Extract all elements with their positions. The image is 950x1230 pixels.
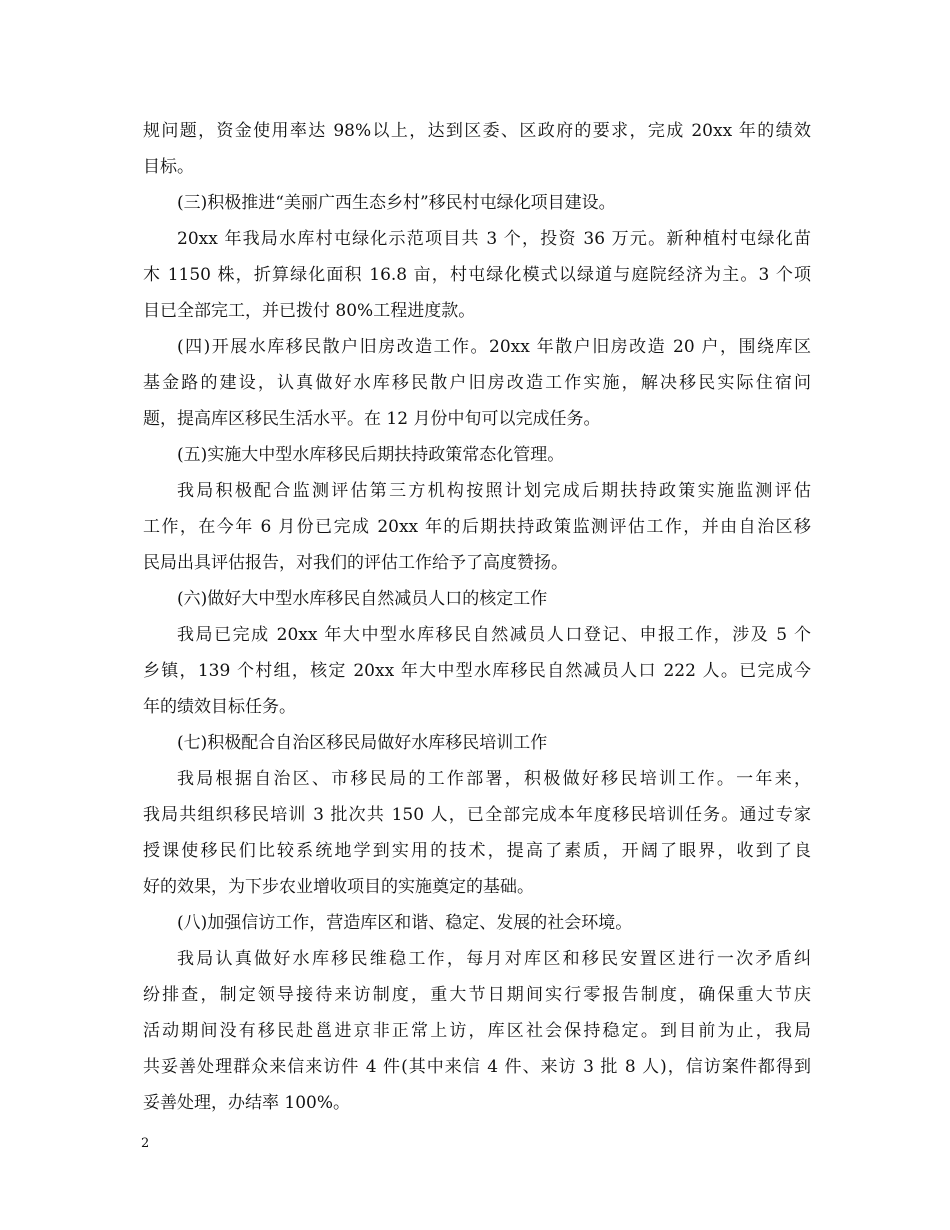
text-line: 我局积极配合监测评估第三方机构按照计划完成后期扶持政策实施监测评估: [177, 481, 811, 501]
text-line: 工作，在今年 6 月份已完成 20xx 年的后期扶持政策监测评估工作，并由自治区移: [143, 517, 811, 537]
text-line: 年的绩效目标任务。: [143, 697, 296, 717]
text-line: 目已全部完工，并已拨付 80%工程进度款。: [143, 301, 476, 321]
text-line: (六)做好大中型水库移民自然减员人口的核定工作: [177, 589, 548, 609]
document-body: [143, 113, 811, 1121]
text-line: 题，提高库区移民生活水平。在 12 月份中旬可以完成任务。: [143, 409, 601, 429]
text-line: 妥善处理，办结率 100%。: [143, 1093, 351, 1113]
text-line: 活动期间没有移民赴邕进京非正常上访，库区社会保持稳定。到目前为止，我局: [143, 1021, 811, 1041]
text-line: 基金路的建设，认真做好水库移民散户旧房改造工作实施，解决移民实际住宿问: [143, 373, 811, 393]
text-line: 20xx 年我局水库村屯绿化示范项目共 3 个，投资 36 万元。新种植村屯绿化苗: [177, 229, 811, 249]
text-line: 乡镇，139 个村组，核定 20xx 年大中型水库移民自然减员人口 222 人。已完成今: [143, 661, 811, 681]
text-line: (八)加强信访工作，营造库区和谐、稳定、发展的社会环境。: [177, 913, 633, 933]
text-line: 目标。: [143, 157, 194, 177]
text-line: (四)开展水库移民散户旧房改造工作。20xx 年散户旧房改造 20 户，围绕库区: [177, 337, 811, 357]
text-line: 我局已完成 20xx 年大中型水库移民自然减员人口登记、申报工作，涉及 5 个: [177, 625, 811, 645]
text-line: 共妥善处理群众来信来访件 4 件(其中来信 4 件、来访 3 批 8 人)，信访案件都得到: [143, 1057, 811, 1077]
text-line: 我局根据自治区、市移民局的工作部署，积极做好移民培训工作。一年来，: [177, 769, 811, 789]
text-line: 木 1150 株，折算绿化面积 16.8 亩，村屯绿化模式以绿道与庭院经济为主。3 个项: [143, 265, 811, 285]
page-number: 2: [141, 1136, 150, 1151]
text-line: 规问题，资金使用率达 98%以上，达到区委、区政府的要求，完成 20xx 年的绩效: [143, 121, 811, 141]
text-line: 民局出具评估报告，对我们的评估工作给予了高度赞扬。: [143, 553, 568, 573]
text-line: 好的效果，为下步农业增收项目的实施奠定的基础。: [143, 877, 534, 897]
text-line: (五)实施大中型水库移民后期扶持政策常态化管理。: [177, 445, 565, 465]
text-line: 授课使移民们比较系统地学到实用的技术，提高了素质，开阔了眼界，收到了良: [143, 841, 811, 861]
text-line: 我局认真做好水库移民维稳工作，每月对库区和移民安置区进行一次矛盾纠: [177, 949, 811, 969]
text-line: 纷排查，制定领导接待来访制度，重大节日期间实行零报告制度，确保重大节庆: [143, 985, 811, 1005]
text-line: (三)积极推进“美丽广西生态乡村”移民村屯绿化项目建设。: [177, 193, 616, 213]
text-line: 我局共组织移民培训 3 批次共 150 人，已全部完成本年度移民培训任务。通过专家: [143, 805, 811, 825]
text-line: (七)积极配合自治区移民局做好水库移民培训工作: [177, 733, 548, 753]
